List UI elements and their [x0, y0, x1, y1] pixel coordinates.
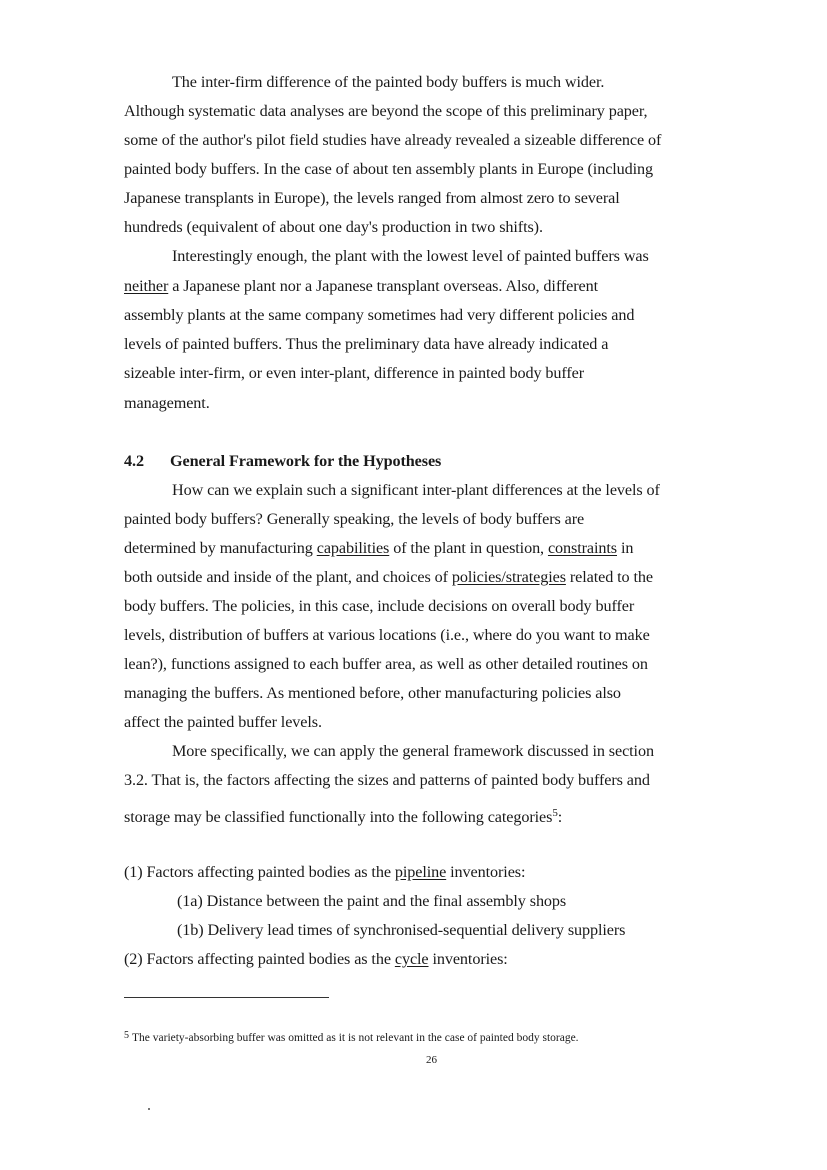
- paragraph-3-line-4-a: both outside and inside of the plant, and choices of: [124, 568, 452, 586]
- list-item-1a: (1a) Distance between the paint and the final assembly shops: [177, 892, 567, 910]
- paragraph-4-line-2: 3.2. That is, the factors affecting the sizes and patterns of painted body buffers and: [124, 771, 650, 789]
- list-item-1-b: inventories:: [446, 863, 526, 881]
- footnote-mark: 5: [124, 1030, 129, 1041]
- paragraph-3-line-4-b: related to the: [565, 568, 653, 586]
- paragraph-2-line-2-text: a Japanese plant nor a Japanese transplant overseas. Also, different: [168, 277, 598, 295]
- paragraph-1-line-1: The inter-firm difference of the painted body buffers is much wider.: [172, 73, 605, 91]
- footnote-text: The variety-absorbing buffer was omitted as it is not relevant in the case of painted body storage.: [132, 1032, 579, 1044]
- paragraph-1-line-6: hundreds (equivalent of about one day's production in two shifts).: [124, 218, 543, 236]
- paragraph-3-line-3-a: determined by manufacturing: [124, 539, 317, 557]
- paragraph-3-line-3-b: of the plant in question,: [389, 539, 548, 557]
- paragraph-2-line-6: management.: [124, 394, 210, 412]
- paragraph-4-line-1: More specifically, we can apply the general framework discussed in section: [172, 742, 654, 760]
- paragraph-2-line-5: sizeable inter-firm, or even inter-plant, difference in painted body buffer: [124, 364, 585, 382]
- emphasis-neither: neither: [124, 277, 169, 295]
- paragraph-2-line-1: Interestingly enough, the plant with the lowest level of painted buffers was: [172, 247, 649, 265]
- page-number: 26: [426, 1054, 437, 1066]
- footnote-separator: [124, 997, 329, 998]
- paragraph-3-line-3: [124, 538, 633, 558]
- scan-speck: [148, 1108, 150, 1110]
- footnote-reference: 5: [552, 807, 558, 819]
- paragraph-3-line-7: lean?), functions assigned to each buffer area, as well as other detailed routines on: [124, 655, 648, 673]
- paragraph-3-line-6: levels, distribution of buffers at various locations (i.e., where do you want to make: [124, 626, 650, 644]
- list-item-2: [124, 949, 508, 969]
- emphasis-pipeline: pipeline: [394, 863, 447, 881]
- paragraph-3-line-9: affect the painted buffer levels.: [124, 713, 322, 731]
- emphasis-constraints: constraints: [547, 539, 617, 557]
- paragraph-3-line-5: body buffers. The policies, in this case, include decisions on overall body buffer: [124, 597, 635, 615]
- paragraph-4-line-3-text: storage may be classified functionally into the following categories: [124, 808, 553, 826]
- section-number: 4.2: [124, 452, 144, 470]
- paragraph-3-line-8: managing the buffers. As mentioned before, other manufacturing policies also: [124, 684, 621, 702]
- paragraph-3-line-1: How can we explain such a significant inter-plant differences at the levels of: [172, 481, 660, 499]
- paragraph-1-line-5: Japanese transplants in Europe), the levels ranged from almost zero to several: [124, 189, 620, 207]
- paragraph-1-line-4: painted body buffers. In the case of about ten assembly plants in Europe (including: [124, 160, 654, 178]
- list-item-1-a: (1) Factors affecting painted bodies as the: [124, 863, 395, 881]
- paragraph-2-line-4: levels of painted buffers. Thus the preliminary data have already indicated a: [124, 335, 609, 353]
- paragraph-3-line-4: [124, 567, 653, 587]
- section-title: General Framework for the Hypotheses: [170, 452, 442, 470]
- paragraph-1-line-2: Although systematic data analyses are beyond the scope of this preliminary paper,: [124, 102, 648, 120]
- paragraph-3-line-2: painted body buffers? Generally speaking, the levels of body buffers are: [124, 510, 585, 528]
- emphasis-cycle: cycle: [394, 950, 429, 968]
- list-item-1b: (1b) Delivery lead times of synchronised-sequential delivery suppliers: [177, 921, 626, 939]
- paragraph-2-line-3: assembly plants at the same company sometimes had very different policies and: [124, 306, 635, 324]
- paragraph-2-line-2: [124, 276, 598, 296]
- emphasis-policies-strategies: policies/strategies: [451, 568, 566, 586]
- footnote: [124, 1030, 579, 1044]
- list-item-1: [124, 862, 525, 882]
- paragraph-4-line-3: [124, 803, 562, 827]
- list-item-2-b: inventories:: [428, 950, 508, 968]
- paragraph-1-line-3: some of the author's pilot field studies have already revealed a sizeable difference of: [124, 131, 662, 149]
- emphasis-capabilities: capabilities: [316, 539, 390, 557]
- paragraph-3-line-3-c: in: [617, 539, 634, 557]
- list-item-2-a: (2) Factors affecting painted bodies as the: [124, 950, 395, 968]
- paragraph-4-line-3-end: :: [557, 808, 563, 826]
